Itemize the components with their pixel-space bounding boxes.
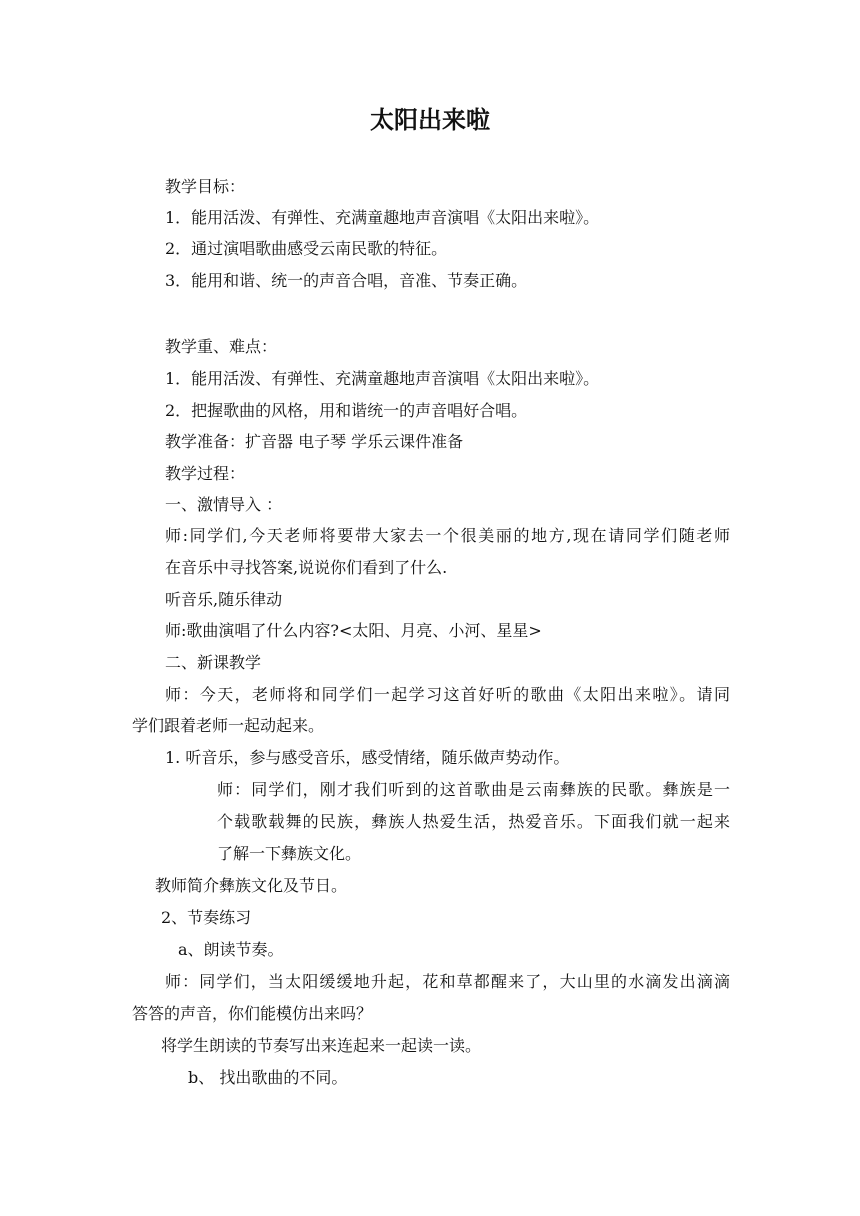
step-heading-intro: 一、激情导入 ：: [165, 495, 283, 514]
list-item-1: 1. 听音乐，参与感受音乐，感受情绪，随乐做声势动作。: [165, 748, 570, 767]
section-heading-objectives: 教学目标：: [165, 177, 246, 196]
objective-3: 3．能用和谐、统一的声音合唱，音准、节奏正确。: [165, 271, 528, 290]
key-point-2: 2．把握歌曲的风格，用和谐统一的声音唱好合唱。: [165, 401, 528, 420]
paragraph-line: 了解一下彝族文化。: [217, 844, 362, 863]
section-heading-process: 教学过程：: [165, 464, 246, 483]
paragraph-line: 将学生朗读的节奏写出来连起来一起读一读。: [161, 1036, 482, 1055]
paragraph-line: 师:歌曲演唱了什么内容?<太阳、月亮、小河、星星>: [165, 621, 542, 640]
document-title: 太阳出来啦: [370, 106, 490, 134]
step-heading-new-lesson: 二、新课教学: [165, 653, 262, 672]
paragraph-line: 师:同学们,今天老师将要带大家去一个很美丽的地方,现在请同学们随老师: [165, 526, 730, 545]
paragraph-line: 教师简介彝族文化及节日。: [155, 876, 348, 895]
sub-item-a: a、朗读节奏。: [178, 940, 284, 959]
paragraph-line: 听音乐,随乐律动: [165, 590, 283, 609]
paragraph-line: 学们跟着老师一起动起来。: [132, 716, 325, 735]
paragraph-line: 师：今天，老师将和同学们一起学习这首好听的歌曲《太阳出来啦》。请同: [165, 685, 730, 704]
paragraph-line: 个载歌载舞的民族，彝族人热爱生活，热爱音乐。下面我们就一起来: [217, 812, 730, 831]
paragraph-line: 答答的声音，你们能模仿出来吗？: [132, 1004, 373, 1023]
sub-item-b: b、 找出歌曲的不同。: [188, 1068, 348, 1087]
objective-1: 1．能用活泼、有弹性、充满童趣地声音演唱《太阳出来啦》。: [165, 208, 600, 227]
paragraph-line: 师：同学们，当太阳缓缓地升起，花和草都醒来了，大山里的水滴发出滴滴: [165, 972, 730, 991]
paragraph-line: 在音乐中寻找答案,说说你们看到了什么.: [165, 558, 448, 577]
list-item-2: 2、节奏练习: [161, 908, 252, 927]
paragraph-line: 师：同学们，刚才我们听到的这首歌曲是云南彝族的民歌。彝族是一: [217, 780, 730, 799]
objective-2: 2．通过演唱歌曲感受云南民歌的特征。: [165, 239, 448, 258]
section-heading-key-points: 教学重、难点：: [165, 337, 278, 356]
teaching-preparation: 教学准备：扩音器 电子琴 学乐云课件准备: [165, 432, 464, 451]
key-point-1: 1．能用活泼、有弹性、充满童趣地声音演唱《太阳出来啦》。: [165, 369, 600, 388]
